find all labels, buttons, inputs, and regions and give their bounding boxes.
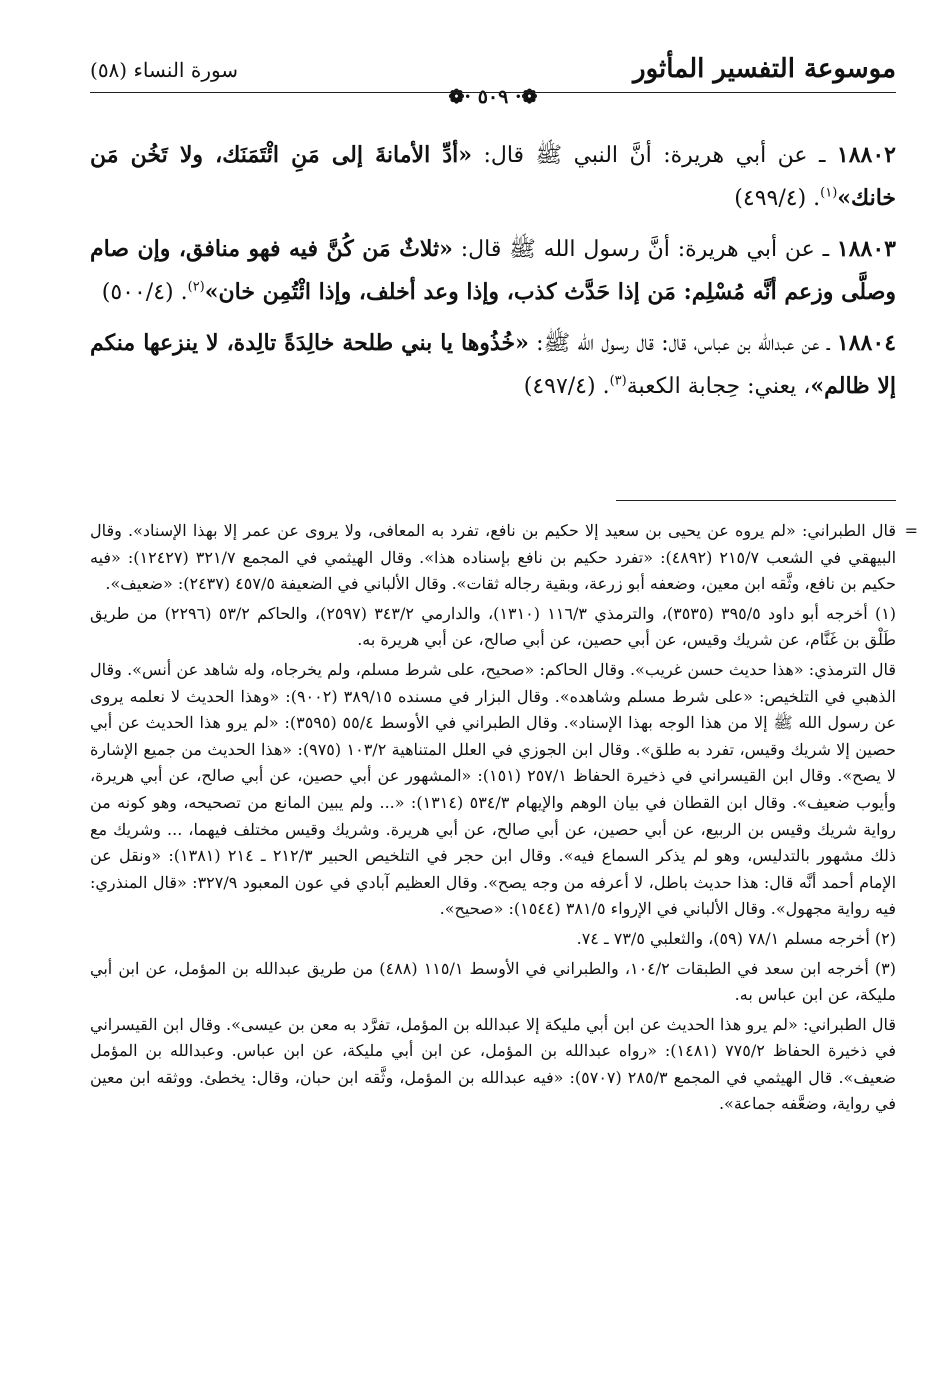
- header-divider: [90, 92, 896, 93]
- hadith-text: «خُذُوها يا بني طلحة خالِدَةً تالِدة، لا ينزعها منكم إلا ظالم»: [90, 330, 896, 399]
- footnote-marker: (١): [820, 185, 838, 201]
- hadith-number: ١٨٨٠٣: [836, 236, 896, 262]
- footnote-continuation: = قال الطبراني: «لم يروه عن يحيى بن سعيد إلا حكيم بن نافع، تفرد به المعافى، ولا يروى عن عمر إلا بهذا الإسناد». وقال البيهقي في الشعب ٢١٥/٧ (٤٨٩٢): «تفرد حكيم بن نافع بإسناده هذا». وقال الهيثمي في المجمع ٣٢١/٧ (١٢٤٢٧): «فيه حكيم بن نافع، وثَّقه ابن معين، وضعفه أبو زرعة، وبقية رجاله ثقات». وقال الألباني في الضعيفة ٤٥٧/٥ (٢٤٣٧): «ضعيف».: [90, 518, 896, 598]
- page-number: ❁· ٥٠٩ ·❁: [448, 86, 538, 108]
- hadith-reference: . (٤٩٧/٤): [523, 374, 610, 399]
- footnote-separator: [616, 500, 896, 501]
- hadith-number: ١٨٨٠٤: [836, 330, 897, 356]
- hadith-text: «ثلاثٌ مَن كُنَّ فيه فهو منافق، وإن صام وصلَّى وزعم أنَّه مُسْلِم: مَن إذا حَدَّث كذب، وإذا وعد أخلف، وإذا ائْتُمِن خان»: [90, 236, 896, 305]
- book-title: موسوعة التفسير المأثور: [633, 54, 896, 84]
- page-header: [90, 48, 896, 108]
- hadith-list: [90, 134, 896, 416]
- continuation-mark: =: [904, 521, 918, 540]
- hadith-entry: [90, 134, 896, 220]
- book-page: [90, 48, 918, 1114]
- ornament-right-icon: ❁·: [514, 86, 538, 108]
- footnote-3: (٣) أخرجه ابن سعد في الطبقات ١٠٤/٢، والطبراني في الأوسط ١١٥/١ (٤٨٨) من طريق عبدالله بن المؤمل، عن ابن أبي مليكة، عن ابن عباس به.: [90, 958, 897, 1005]
- hadith-entry: [90, 322, 896, 408]
- hadith-entry: [90, 228, 896, 314]
- hadith-intro: ـ عن أبي هريرة: أنَّ النبي ﷺ قال:: [471, 143, 826, 168]
- hadith-number: ١٨٨٠٢: [836, 142, 896, 168]
- hadith-explanation: ، يعني: حِجابة الكعبة: [626, 374, 811, 399]
- footnote-marker: (٣): [609, 373, 627, 389]
- hadith-reference: . (٥٠٠/٤): [101, 280, 188, 305]
- footnote-2: (٢) أخرجه مسلم ٧٨/١ (٥٩)، والثعلبي ٧٣/٥ ـ ٧٤.: [576, 928, 896, 948]
- footnote-1-comment: قال الترمذي: «هذا حديث حسن غريب». وقال الحاكم: «صحيح، على شرط مسلم، ولم يخرجاه، وله شاهد عن أنس». وقال الذهبي في التلخيص: «على شرط مسلم وشاهده». وقال البزار في مسنده ٣٨٩/١٥ (٩٠٠٢): «وهذا الحديث لا نعلمه يروى عن رسول الله ﷺ إلا من هذا الوجه بهذا الإسناد». وقال الطبراني في الأوسط ٥٥/٤ (٣٥٩٥): «لم يرو هذا الحديث عن أبي حصين إلا شريك وقيس، تفرد به طلق». وقال ابن الجوزي في العلل المتناهية ١٠٣/٢ (٩٧٥): «هذا الحديث من جميع الإشارة لا يصح». وقال ابن القيسراني في ذخيرة الحفاظ ٢٥٧/١ (١٥١): «المشهور عن أبي حصين، عن أبي صالح، عن أبي هريرة، وأيوب ضعيف». وقال ابن القطان في بيان الوهم والإيهام ٥٣٤/٣ (١٣١٤): «... ولم يبين المانع من تصحيحه، وهو كونه من رواية شريك وقيس بن الربيع، عن أبي حصين، عن أبي صالح، عن أبي هريرة. وشريك وقيس مختلف فيهما، ... وشريك مع ذلك مشهور بالتدليس، وهو لم يذكر السماع فيه». وقال ابن حجر في التلخيص الحبير ٢١٢/٣ ـ ٢١٤ (١٣٨١): «ونقل عن الإمام أحمد أنَّه قال: هذا حديث باطل، لا أعرفه من وجه يصح». وقال العظيم آبادي في عون المعبود ٣٢٧/٩: «قال المنذري: فيه رواية مجهول». وقال الألباني في الإرواء ٣٨١/٥ (١٥٤٤): «صحيح».: [90, 659, 897, 919]
- hadith-reference: . (٤٩٩/٤): [734, 186, 821, 211]
- hadith-intro: ـ عن أبي هريرة: أنَّ رسول الله ﷺ قال:: [452, 237, 830, 262]
- hadith-intro: ـ عن عبدالله بن عباس، قال: قال رسول الله ﷺ:: [528, 331, 830, 356]
- ornament-left-icon: ·❁: [448, 86, 472, 108]
- footnote-1: (١) أخرجه أبو داود ٣٩٥/٥ (٣٥٣٥)، والترمذي ١١٦/٣ (١٣١٠)، والدارمي ٣٤٣/٢ (٢٥٩٧)، والحاكم ٥٣/٢ (٢٢٩٦) من طريق طَلْق بن غَنَّام، عن شريك وقيس، عن أبي حصين، عن أبي صالح، عن أبي هريرة به.: [90, 603, 897, 650]
- footnote-3-comment: قال الطبراني: «لم يرو هذا الحديث عن ابن أبي مليكة إلا عبدالله بن المؤمل، تفرَّد به معن بن عيسى». وقال ابن القيسراني في ذخيرة الحفاظ ٧٧٥/٢ (١٤٨١): «رواه عبدالله بن المؤمل، عن ابن أبي مليكة، عن ابن عباس. وعبدالله بن المؤمل ضعيف». قال الهيثمي في المجمع ٢٨٥/٣ (٥٧٠٧): «فيه عبدالله بن المؤمل، وثَّقه ابن حبان، وقال: يخطئ. ووثقه ابن معين في رواية، وضعَّفه جماعة».: [90, 1014, 897, 1114]
- hadith-text: «أدِّ الأمانةَ إلى مَنِ ائْتَمَنَك، ولا تَخُن مَن خانك»: [90, 142, 896, 211]
- footnotes: [90, 518, 918, 1121]
- surah-label: سورة النساء (٥٨): [90, 58, 239, 82]
- footnote-marker: (٢): [187, 279, 205, 295]
